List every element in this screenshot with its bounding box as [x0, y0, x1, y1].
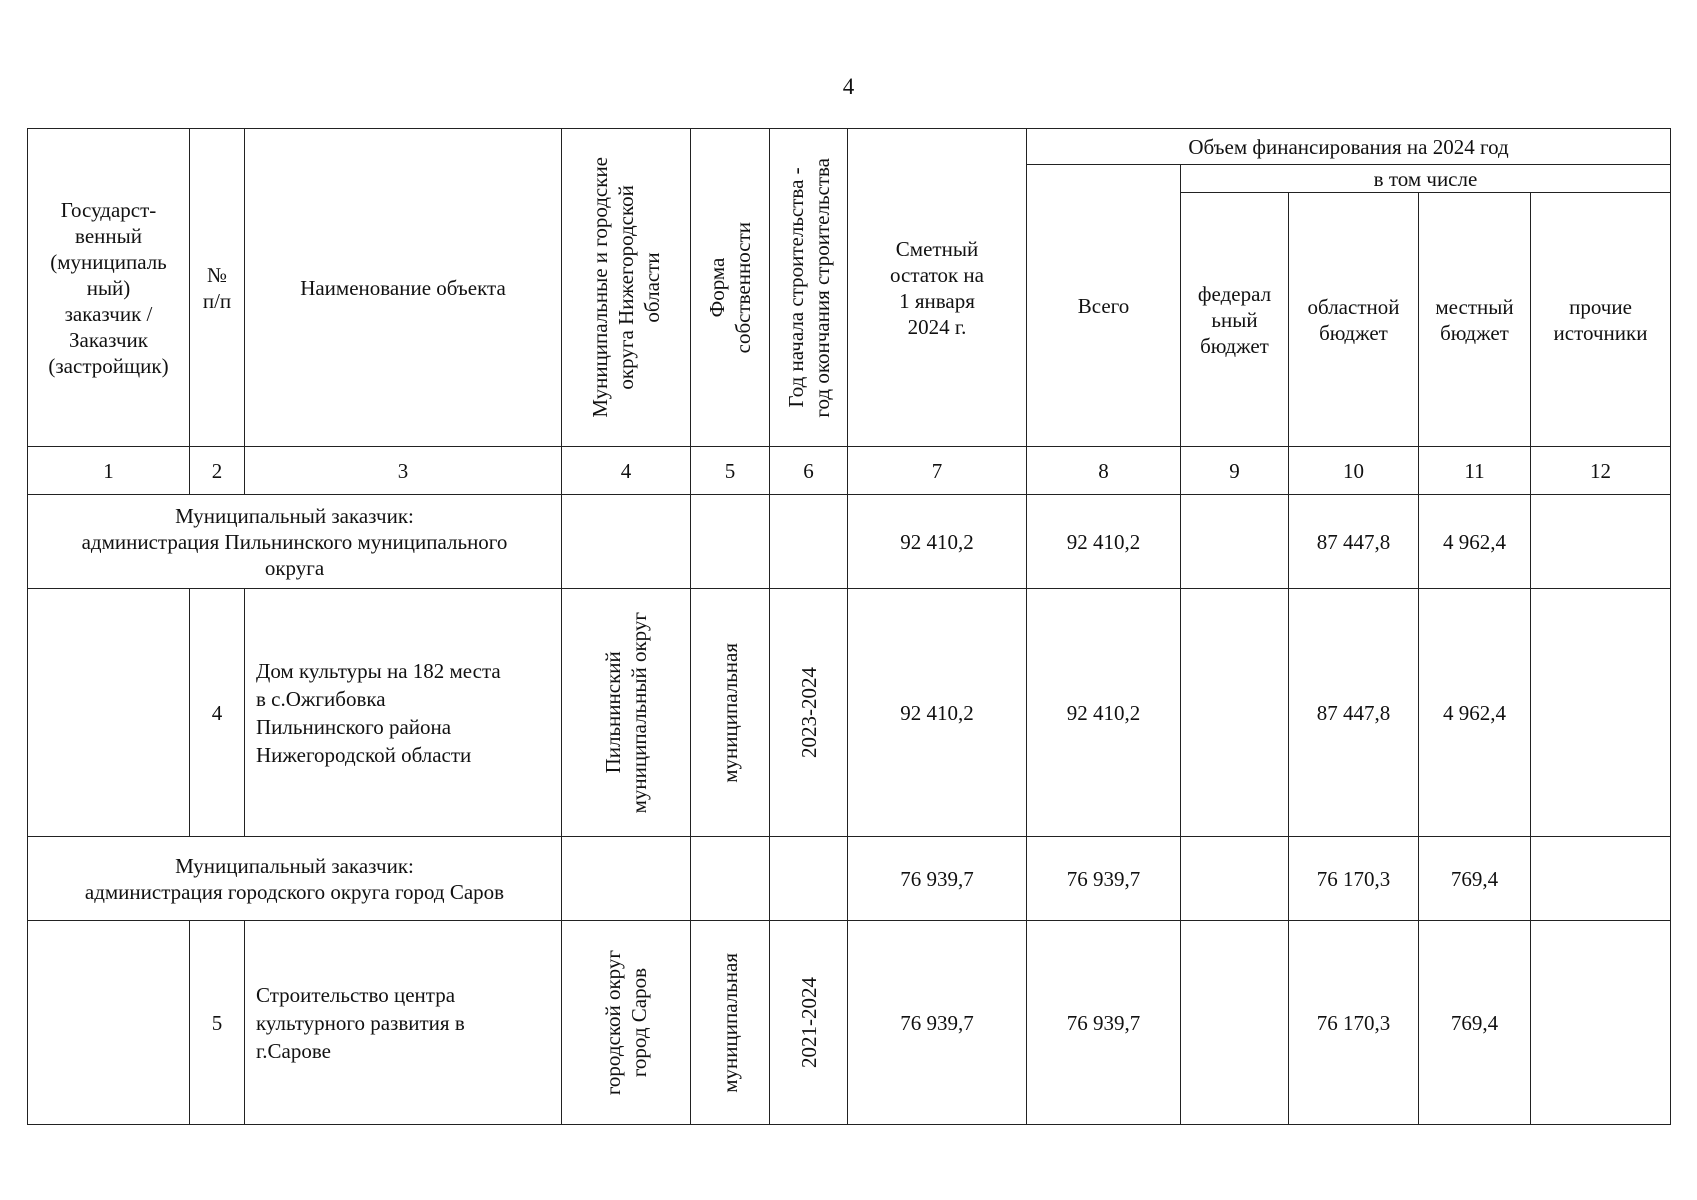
total-value: 92 410,2 — [1027, 589, 1181, 837]
object-ownership-text: муниципальная — [718, 642, 742, 783]
column-number: 2 — [190, 447, 245, 495]
regional-value: 87 447,8 — [1289, 589, 1419, 837]
total-value: 92 410,2 — [1027, 495, 1181, 589]
object-ownership — [691, 589, 770, 837]
total-value: 76 939,7 — [1027, 921, 1181, 1125]
federal-value — [1181, 837, 1289, 921]
total-value: 76 939,7 — [1027, 837, 1181, 921]
header-years — [770, 129, 848, 447]
estimate-value: 76 939,7 — [848, 921, 1027, 1125]
empty-cell — [770, 495, 848, 589]
header-district — [562, 129, 691, 447]
local-value: 769,4 — [1419, 837, 1531, 921]
header-including: в том числе — [1181, 165, 1671, 193]
regional-value: 87 447,8 — [1289, 495, 1419, 589]
empty-cell — [691, 837, 770, 921]
column-number: 10 — [1289, 447, 1419, 495]
column-number: 12 — [1531, 447, 1671, 495]
object-ownership — [691, 921, 770, 1125]
empty-cell — [28, 921, 190, 1125]
local-value: 769,4 — [1419, 921, 1531, 1125]
estimate-value: 92 410,2 — [848, 495, 1027, 589]
header-customer: Государст- венный (муниципаль ный) заказчик / Заказчик (застройщик) — [28, 129, 190, 447]
object-district — [562, 589, 691, 837]
column-number: 6 — [770, 447, 848, 495]
regional-value: 76 170,3 — [1289, 837, 1419, 921]
column-numbers-row — [28, 447, 1671, 495]
other-value — [1531, 589, 1671, 837]
customer-row — [28, 495, 1671, 589]
federal-value — [1181, 495, 1289, 589]
header-other: прочие источники — [1531, 193, 1671, 447]
header-federal: федерал ьный бюджет — [1181, 193, 1289, 447]
header-regional: областной бюджет — [1289, 193, 1419, 447]
estimate-value: 76 939,7 — [848, 837, 1027, 921]
customer-name: Муниципальный заказчик: администрация Пильнинского муниципального округа — [28, 495, 562, 589]
header-number: № п/п — [190, 129, 245, 447]
header-estimate: Сметный остаток на 1 января 2024 г. — [848, 129, 1027, 447]
customer-row — [28, 837, 1671, 921]
column-number: 4 — [562, 447, 691, 495]
header-local: местный бюджет — [1419, 193, 1531, 447]
object-years-text: 2021-2024 — [796, 977, 821, 1068]
empty-cell — [28, 589, 190, 837]
header-ownership-text: Форма собственности — [705, 221, 755, 354]
object-row — [28, 589, 1671, 837]
local-value: 4 962,4 — [1419, 589, 1531, 837]
other-value — [1531, 921, 1671, 1125]
object-number: 4 — [190, 589, 245, 837]
empty-cell — [691, 495, 770, 589]
column-number: 11 — [1419, 447, 1531, 495]
header-funding: Объем финансирования на 2024 год — [1027, 129, 1671, 165]
empty-cell — [770, 837, 848, 921]
column-number: 7 — [848, 447, 1027, 495]
object-years — [770, 589, 848, 837]
object-years-text: 2023-2024 — [796, 667, 821, 758]
column-number: 3 — [245, 447, 562, 495]
other-value — [1531, 495, 1671, 589]
header-object-name: Наименование объекта — [245, 129, 562, 447]
object-name: Строительство центра культурного развития в г.Сарове — [245, 921, 562, 1125]
federal-value — [1181, 921, 1289, 1125]
column-number: 8 — [1027, 447, 1181, 495]
object-row — [28, 921, 1671, 1125]
header-years-text: Год начала строительства - год окончания строительства — [783, 157, 834, 418]
header-total: Всего — [1027, 165, 1181, 447]
object-district — [562, 921, 691, 1125]
empty-cell — [562, 837, 691, 921]
header-district-text: Муниципальные и городские округа Нижегородской области — [588, 157, 664, 418]
estimate-value: 92 410,2 — [848, 589, 1027, 837]
column-number: 9 — [1181, 447, 1289, 495]
page-number: 4 — [842, 74, 855, 99]
header-row-1 — [28, 129, 1671, 165]
object-name: Дом культуры на 182 места в с.Ожгибовка Пильнинского района Нижегородской области — [245, 589, 562, 837]
object-district-text: городской округ город Саров — [601, 949, 651, 1096]
investment-table — [27, 128, 1671, 1125]
customer-name: Муниципальный заказчик: администрация городского округа город Саров — [28, 837, 562, 921]
object-ownership-text: муниципальная — [718, 952, 742, 1093]
regional-value: 76 170,3 — [1289, 921, 1419, 1125]
object-years — [770, 921, 848, 1125]
column-number: 1 — [28, 447, 190, 495]
other-value — [1531, 837, 1671, 921]
empty-cell — [562, 495, 691, 589]
local-value: 4 962,4 — [1419, 495, 1531, 589]
object-district-text: Пильнинский муниципальный округ — [601, 611, 651, 814]
federal-value — [1181, 589, 1289, 837]
object-number: 5 — [190, 921, 245, 1125]
header-ownership — [691, 129, 770, 447]
column-number: 5 — [691, 447, 770, 495]
